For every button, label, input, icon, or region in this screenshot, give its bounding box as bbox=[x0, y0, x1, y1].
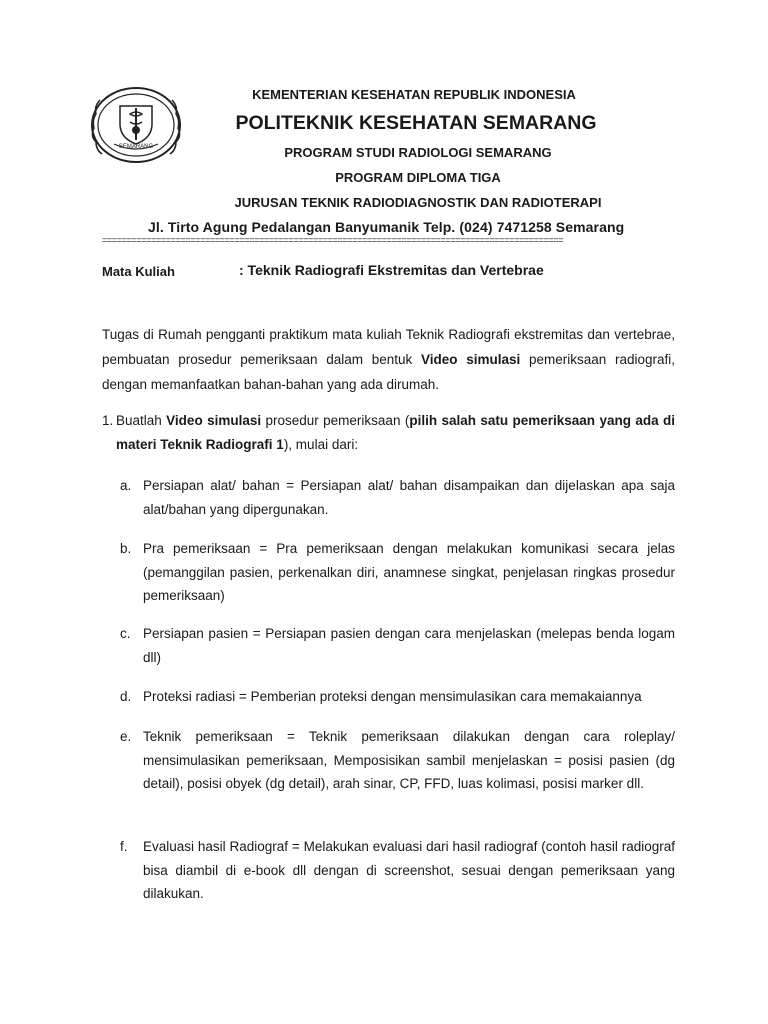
list-item-text: Pra pemeriksaan = Pra pemeriksaan dengan melakukan komunikasi secara jelas (pemanggilan pasien, perkenalkan diri, anamnese singkat, penjelasan ringkas prosedur pemeriksaan) bbox=[143, 541, 675, 603]
level-heading: PROGRAM DIPLOMA TIGA bbox=[335, 170, 501, 185]
list-item bbox=[120, 685, 675, 709]
task-item bbox=[102, 409, 675, 457]
list-item bbox=[120, 622, 675, 669]
task-text-1: Buatlah bbox=[116, 413, 167, 428]
intro-paragraph bbox=[102, 322, 675, 397]
list-item-text: Persiapan pasien = Persiapan pasien dengan cara menjelaskan (melepas benda logam dll) bbox=[143, 626, 675, 665]
list-item bbox=[120, 537, 675, 608]
department-heading: JURUSAN TEKNIK RADIODIAGNOSTIK DAN RADIOTERAPI bbox=[234, 195, 602, 210]
list-item bbox=[120, 835, 675, 906]
address-line: Jl. Tirto Agung Pedalangan Banyumanik Telp. (024) 7471258 Semarang bbox=[148, 219, 625, 235]
list-item bbox=[120, 725, 675, 796]
task-bold-1: Video simulasi bbox=[166, 413, 262, 428]
list-item-letter: a. bbox=[120, 478, 132, 493]
intro-text-1: Tugas di Rumah pengganti praktikum mata kuliah Teknik Radiografi ekstremitas dan vertebrae, pembuatan prosedur pemeriksaan dalam bentuk bbox=[102, 327, 675, 367]
list-item-text: Teknik pemeriksaan = Teknik pemeriksaan dilakukan dengan cara roleplay/ mensimulasikan pemeriksaan, Memposisikan sambil menjelaskan = posisi pasien (dg detail), posisi obyek (dg detail), arah sinar, CP, FFD, luas kolimasi, posisi marker dll. bbox=[143, 729, 675, 791]
intro-bold: Video simulasi bbox=[420, 352, 521, 367]
course-value: : Teknik Radiografi Ekstremitas dan Vertebrae bbox=[239, 262, 544, 278]
task-text-3: ), mulai dari: bbox=[283, 437, 359, 452]
list-item bbox=[120, 474, 675, 521]
list-item-letter: f. bbox=[120, 839, 128, 854]
svg-text:SEMARANG: SEMARANG bbox=[118, 144, 154, 150]
intro-text-2: pemeriksaan radiografi, dengan memanfaatkan bahan-bahan yang ada dirumah. bbox=[102, 352, 675, 392]
list-item-text: Evaluasi hasil Radiograf = Melakukan evaluasi dari hasil radiograf (contoh hasil radiograf bisa diambil di e-book dll dengan di screenshot, sesuai dengan pemeriksaan yang dilakukan. bbox=[143, 839, 675, 901]
task-number: 1. bbox=[102, 413, 114, 428]
list-item-letter: b. bbox=[120, 541, 132, 556]
list-item-letter: d. bbox=[120, 689, 132, 704]
header-divider: ============================================================================================== bbox=[102, 236, 564, 245]
institution-title: POLITEKNIK KESEHATAN SEMARANG bbox=[235, 112, 597, 134]
list-item-letter: e. bbox=[120, 729, 132, 744]
program-heading: PROGRAM STUDI RADIOLOGI SEMARANG bbox=[284, 145, 552, 160]
task-text-2: prosedur pemeriksaan ( bbox=[261, 413, 410, 428]
list-item-letter: c. bbox=[120, 626, 131, 641]
task-bold-2: pilih salah satu pemeriksaan yang ada di materi Teknik Radiografi 1 bbox=[116, 413, 675, 452]
list-item-text: Proteksi radiasi = Pemberian proteksi dengan mensimulasikan cara memakaiannya bbox=[143, 689, 642, 704]
list-item-text: Persiapan alat/ bahan = Persiapan alat/ bahan disampaikan dan dijelaskan apa saja alat/bahan yang dipergunakan. bbox=[143, 478, 675, 517]
course-label: Mata Kuliah bbox=[102, 264, 175, 279]
ministry-heading: KEMENTERIAN KESEHATAN REPUBLIK INDONESIA bbox=[252, 87, 576, 102]
